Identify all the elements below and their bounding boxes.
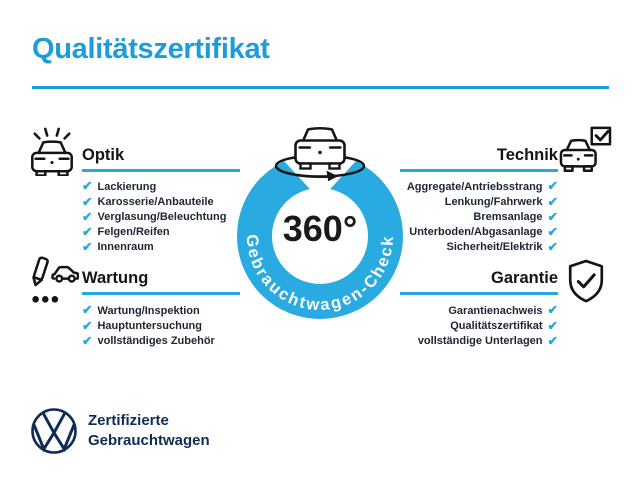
checklist-item-label: Innenraum [97, 241, 154, 254]
service-pen-car-icon [25, 256, 79, 308]
check-icon: ✔ [82, 333, 93, 348]
section-heading-optik: Optik [82, 146, 125, 164]
section-heading-technik: Technik [496, 146, 558, 164]
check-icon: ✔ [82, 303, 93, 318]
checklist-item-label: Unterboden/Abgasanlage [409, 226, 543, 239]
page-title: Qualitätszertifikat [32, 33, 270, 65]
check-icon: ✔ [547, 179, 558, 194]
check-icon: ✔ [82, 179, 93, 194]
checklist-item-label: Felgen/Reifen [97, 226, 170, 239]
check-icon: ✔ [82, 194, 93, 209]
checklist-item-label: Aggregate/Antriebsstrang [406, 180, 543, 193]
checklist-item [82, 333, 292, 348]
section-divider-technik [400, 169, 558, 172]
check-icon: ✔ [82, 209, 93, 224]
checklist-item-label: Sicherheit/Elektrik [446, 241, 543, 254]
checklist-item-label: vollständiges Zubehör [97, 334, 215, 347]
360-check-badge [224, 112, 416, 328]
check-icon: ✔ [547, 224, 558, 239]
checklist-item-label: Verglasung/Beleuchtung [97, 210, 227, 223]
brand-text [88, 411, 210, 450]
section-divider-wartung [82, 292, 240, 295]
checklist-item-label: Qualitätszertifikat [450, 319, 543, 332]
checklist-item-label: Karosserie/Anbauteile [97, 195, 214, 208]
checklist-item-label: Wartung/Inspektion [97, 304, 200, 317]
check-icon: ✔ [547, 333, 558, 348]
checklist-item [328, 333, 558, 348]
checklist-item-label: vollständige Unterlagen [417, 334, 543, 347]
section-heading-garantie: Garantie [491, 269, 558, 287]
degree-label: 360° [282, 208, 358, 249]
title-divider [32, 86, 609, 89]
check-icon: ✔ [547, 209, 558, 224]
check-icon: ✔ [82, 224, 93, 239]
check-icon: ✔ [82, 240, 93, 255]
check-icon: ✔ [82, 318, 93, 333]
checklist-item-label: Lackierung [97, 180, 157, 193]
check-icon: ✔ [547, 303, 558, 318]
checklist-item-label: Lenkung/Fahrwerk [444, 195, 543, 208]
brand-line-1: Zertifizierte [88, 412, 169, 429]
ring-label: Gebrauchtwagen-Check [242, 233, 398, 315]
car-checkbox-icon [557, 126, 613, 176]
section-divider-optik [82, 169, 240, 172]
section-heading-wartung: Wartung [82, 269, 149, 287]
vw-logo [30, 407, 78, 455]
checklist-item-label: Bremsanlage [473, 210, 543, 223]
section-divider-garantie [400, 292, 558, 295]
check-icon: ✔ [547, 194, 558, 209]
brand-line-2: Gebrauchtwagen [88, 431, 210, 449]
checklist-item-label: Hauptuntersuchung [97, 319, 202, 332]
check-icon: ✔ [547, 318, 558, 333]
checklist-item-label: Garantienachweis [448, 304, 543, 317]
shield-check-icon [564, 258, 608, 308]
car-shine-icon [25, 126, 79, 176]
check-icon: ✔ [547, 240, 558, 255]
